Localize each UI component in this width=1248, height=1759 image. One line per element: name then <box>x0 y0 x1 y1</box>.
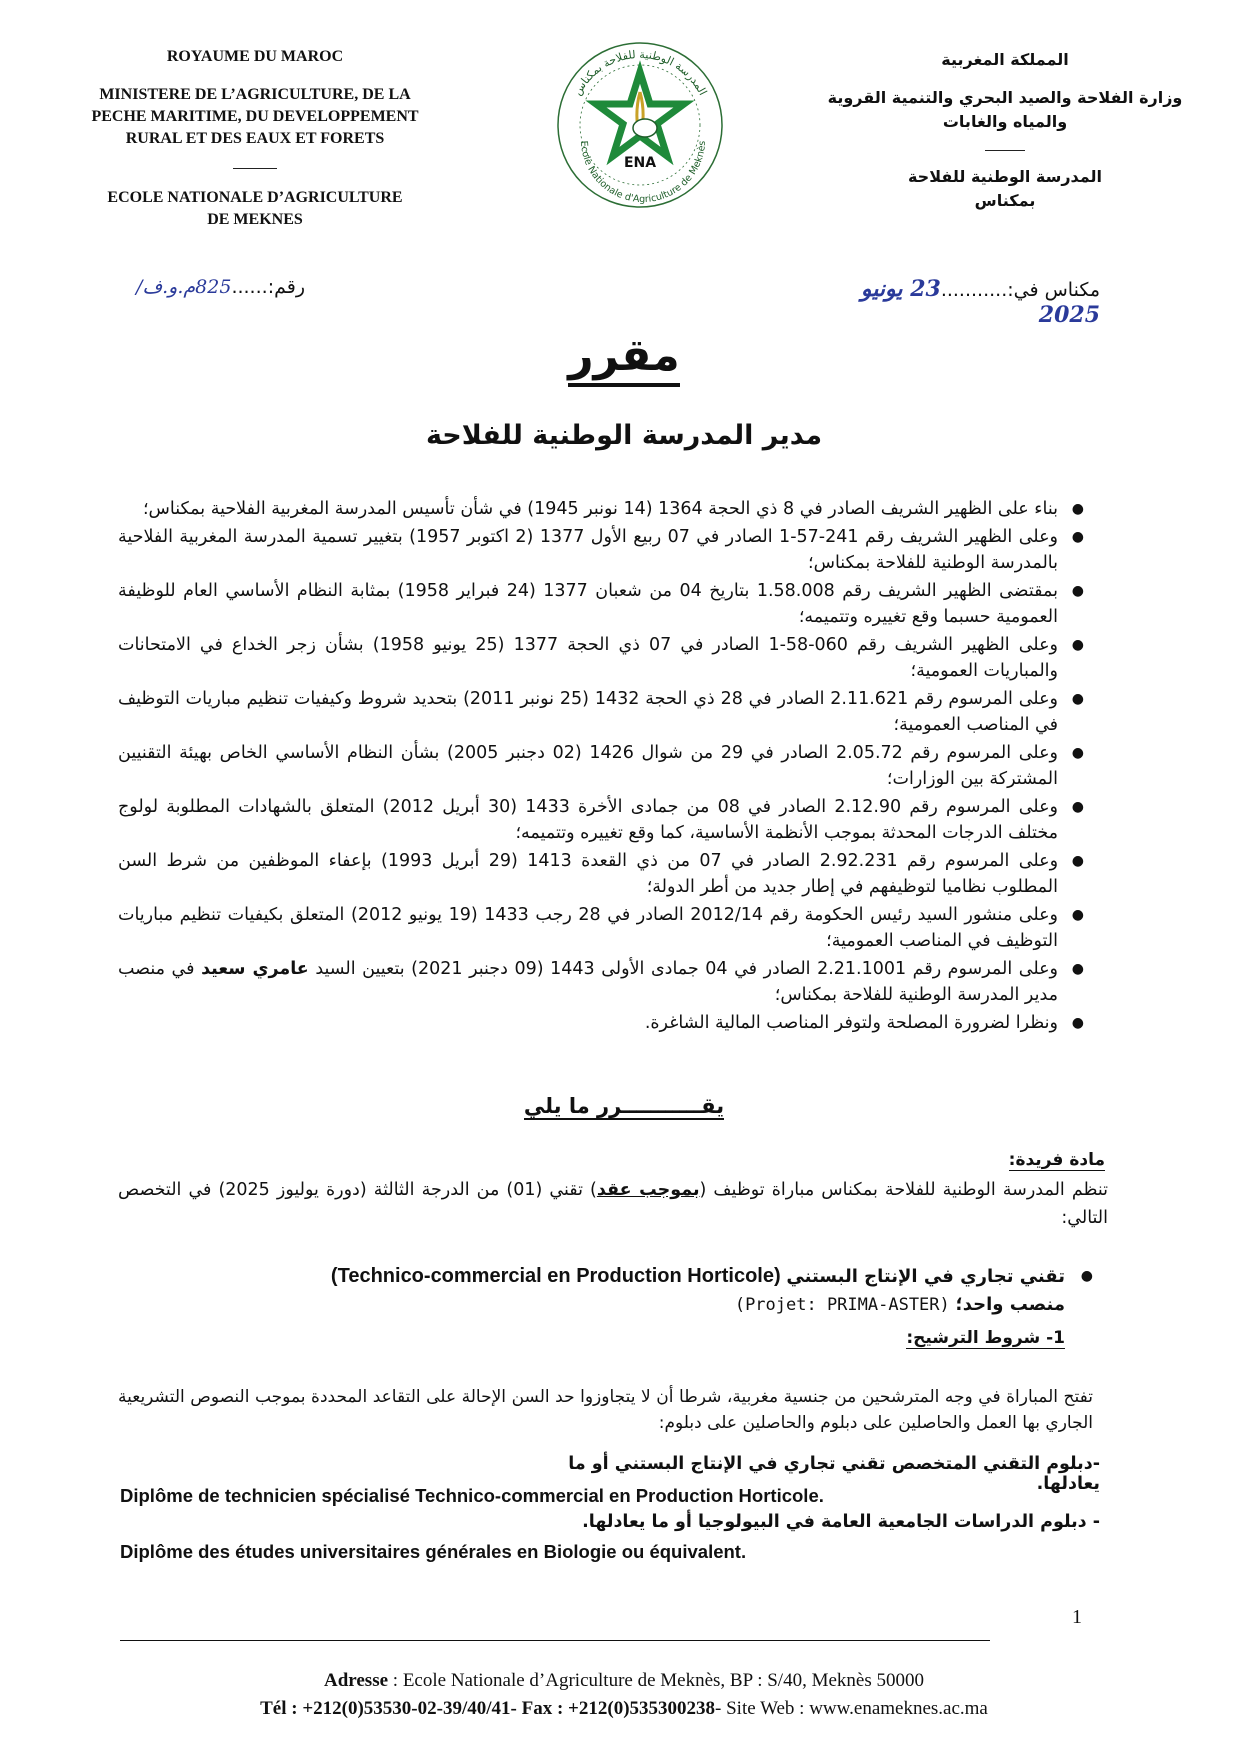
address-label: Adresse <box>324 1670 389 1691</box>
ministry-line-ar-1: وزارة الفلاحة والصيد البحري والتنمية القروية <box>827 88 1183 107</box>
bullet-icon: ● <box>1071 583 1084 599</box>
contract-label: بموجب عقد <box>596 1180 700 1200</box>
logo-ring-text-ar: المدرسة الوطنية للفلاحة بمكناس <box>570 47 710 98</box>
bullet-icon: ● <box>1071 501 1084 517</box>
bullet-icon: ● <box>1071 529 1084 545</box>
conditions-text: تفتح المباراة في وجه المترشحين من جنسية مغربية، شرطا أن لا يتجاوزوا حد السن الإحالة على التقاعد المحددة بموجب النصوص التشريعية الجاري بها العمل والحاصلين على دبلوم والحاصلين على دبلوم: <box>118 1387 1093 1433</box>
ministry-line-ar-2: والمياه والغابات <box>942 112 1068 131</box>
bullet-icon: ● <box>1071 799 1084 815</box>
position-project: (Projet: PRIMA-ASTER) <box>734 1295 950 1315</box>
header-divider-fr <box>233 168 277 169</box>
appointment-item: ● وعلى المرسوم رقم 2.21.1001 الصادر في 04 جمادى الأولى 1443 (09 دجنبر 2021) بتعيين السيد عامري سعيد في منصب مدير المدرسة الوطنية للفلاحة بمكناس؛ <box>118 956 1058 1008</box>
consideration-item: ● وعلى المرسوم رقم 2.05.72 الصادر في 29 من شوال 1426 (02 دجنبر 2005) بشأن النظام الأساسي الخاص بهيئة التقنيين المشتركة بين الوزارات؛ <box>118 740 1058 792</box>
position-title-fr: (Technico-commercial en Production Horticole) <box>330 1265 781 1287</box>
school-line-ar-1: المدرسة الوطنية للفلاحة <box>907 167 1103 186</box>
reference-handwritten-suffix: م.و.ف/ <box>136 276 196 298</box>
logo-ring-text-fr: Ecole Nationale d'Agriculture de Meknès <box>577 140 709 206</box>
consideration-item: ● وعلى المرسوم رقم 2.92.231 الصادر في 07 من ذي القعدة 1413 (29 أبريل 1993) بإعفاء الموظفين من شرط السن المطلوب نظاميا لتوظيفهم في إطار جديد من أطر الدولة؛ <box>118 848 1058 900</box>
tel-label: Tél : <box>260 1698 303 1719</box>
consideration-item: ● بمقتضى الظهير الشريف رقم 1.58.008 بتاريخ 04 من شعبان 1377 (24 فبراير 1958) بمثابة النظام الأساسي العام للوظيفة العمومية حسبما وقع تغييره وتتميمه؛ <box>118 578 1058 630</box>
header-arabic <box>820 48 1190 213</box>
school-line-fr-2: DE MEKNES <box>207 211 303 228</box>
date-label: مكناس في: <box>1007 279 1100 301</box>
decides-heading: يقـــــــــــرر ما يلي <box>523 1094 725 1118</box>
consideration-item: ● وعلى الظهير الشريف رقم 241-57-1 الصادر في 07 ربيع الأول 1377 (2 اكتوبر 1957) بتغيير تسمية المدرسة المغربية الفلاحية بالمدرسة الوطنية للفلاحة بمكناس؛ <box>118 524 1058 576</box>
conditions-title: 1- شروط الترشيح: <box>906 1328 1065 1348</box>
consideration-item: ● وعلى الظهير الشريف رقم 060-58-1 الصادر في 07 ذي الحجة 1377 (25 يونيو 1958) بشأن زجر الخداع في الامتحانات والمباريات العمومية؛ <box>118 632 1058 684</box>
website-link[interactable]: www.enameknes.ac.ma <box>809 1698 988 1719</box>
header-french <box>60 46 450 231</box>
consideration-item: ● وعلى المرسوم رقم 2.12.90 الصادر في 08 من جمادى الأخرة 1433 (30 أبريل 2012) المتعلق بالشهادات المطلوبة لولوج مختلف الدرجات المحدثة بموجب الأنظمة الأساسية، كما وقع تغييره وتتميمه؛ <box>118 794 1058 846</box>
reference-dots: ...... <box>231 276 268 298</box>
position-count: منصب واحد؛ <box>955 1294 1065 1315</box>
bullet-icon: ● <box>1071 907 1084 923</box>
ministry-line-fr-1: MINISTERE DE L’AGRICULTURE, DE LA <box>99 86 411 103</box>
green-star-emblem-icon <box>596 72 684 156</box>
kingdom-label-fr: ROYAUME DU MAROC <box>166 48 344 65</box>
school-logo <box>545 30 735 220</box>
position-title-ar: تقني تجاري في الإنتاج البستني <box>786 1266 1065 1287</box>
document-subtitle: مدير المدرسة الوطنية للفلاحة <box>425 420 823 451</box>
bullet-icon: ● <box>1080 1268 1093 1284</box>
bullet-icon: ● <box>1071 1015 1084 1031</box>
diploma-2-fr: Diplôme des études universitaires générales en Biologie ou équivalent. <box>120 1541 747 1562</box>
ministry-line-fr-3: RURAL ET DES EAUX ET FORETS <box>125 130 385 147</box>
consideration-item: ● وعلى المرسوم رقم 2.11.621 الصادر في 28 ذي الحجة 1432 (25 نونبر 2011) بتحديد شروط وكيفيات تنظيم مباريات التوظيف في المناصب العمومية؛ <box>118 686 1058 738</box>
director-name: عامري سعيد <box>201 959 309 979</box>
bullet-icon: ● <box>1071 745 1084 761</box>
kingdom-label-ar: المملكة المغربية <box>941 50 1069 69</box>
reference-number <box>95 276 305 298</box>
school-line-fr-1: ECOLE NATIONALE D’AGRICULTURE <box>107 189 403 206</box>
bullet-icon: ● <box>1071 691 1084 707</box>
consideration-item-last: ● ونظرا لضرورة المصلحة ولتوفر المناصب المالية الشاغرة. <box>118 1010 1058 1036</box>
diploma-1-ar: -دبلوم التقني المتخصص تقني تجاري في الإنتاج البستني أو ما يعادلها. <box>568 1454 1100 1494</box>
reference-handwritten-number: 825 <box>195 276 232 298</box>
diploma-1-fr: Diplôme de technicien spécialisé Technico-commercial en Production Horticole. <box>120 1485 824 1506</box>
fax-value: +212(0)535300238 <box>568 1698 716 1719</box>
consideration-item: ● وعلى منشور السيد رئيس الحكومة رقم 2012/14 الصادر في 28 رجب 1433 (19 يونيو 2012) المتعلق بكيفيات تنظيم مباريات التوظيف في المناصب العمومية؛ <box>118 902 1058 954</box>
position-item <box>290 1262 1093 1319</box>
date-handwritten: 23 يونيو 2025 <box>860 276 1100 328</box>
footer-contact <box>0 1698 1248 1720</box>
document-title: مقرر <box>0 330 1248 381</box>
considerations-list <box>118 496 1088 1038</box>
date-dots: ........... <box>940 279 1008 301</box>
page-number: 1 <box>1072 1606 1082 1628</box>
diploma-2-ar: - دبلوم الدراسات الجامعية العامة في البيولوجيا أو ما يعادلها. <box>582 1512 1100 1532</box>
school-line-ar-2: بمكناس <box>974 191 1036 210</box>
consideration-item: ● بناء على الظهير الشريف الصادر في 8 ذي الحجة 1364 (14 نونبر 1945) في شأن تأسيس المدرسة المغربية الفلاحية بمكناس؛ <box>118 496 1058 522</box>
bullet-icon: ● <box>1071 637 1084 653</box>
bullet-icon: ● <box>1071 961 1084 977</box>
document-date <box>860 276 1100 328</box>
tel-value: +212(0)53530-02-39/40/41 <box>302 1698 511 1719</box>
article-title: مادة فريدة: <box>1008 1150 1105 1170</box>
article-body: تنظم المدرسة الوطنية للفلاحة بمكناس مباراة توظيف (بموجب عقد) تقني (01) من الدرجة الثالثة (دورة يوليوز 2025) في التخصص التالي: <box>118 1180 1108 1228</box>
reference-label: رقم: <box>267 276 305 298</box>
header-divider-ar <box>985 150 1025 151</box>
footer-address: Adresse : Ecole Nationale d’Agriculture de Meknès, BP : S/40, Meknès 50000 <box>324 1670 924 1691</box>
ministry-line-fr-2: PECHE MARITIME, DU DEVELOPPEMENT <box>91 108 419 125</box>
logo-abbr: ENA <box>623 155 657 171</box>
bullet-icon: ● <box>1071 853 1084 869</box>
footer-divider <box>120 1640 990 1641</box>
web-label: - Site Web : <box>715 1698 810 1719</box>
fax-label: - Fax : <box>510 1698 569 1719</box>
